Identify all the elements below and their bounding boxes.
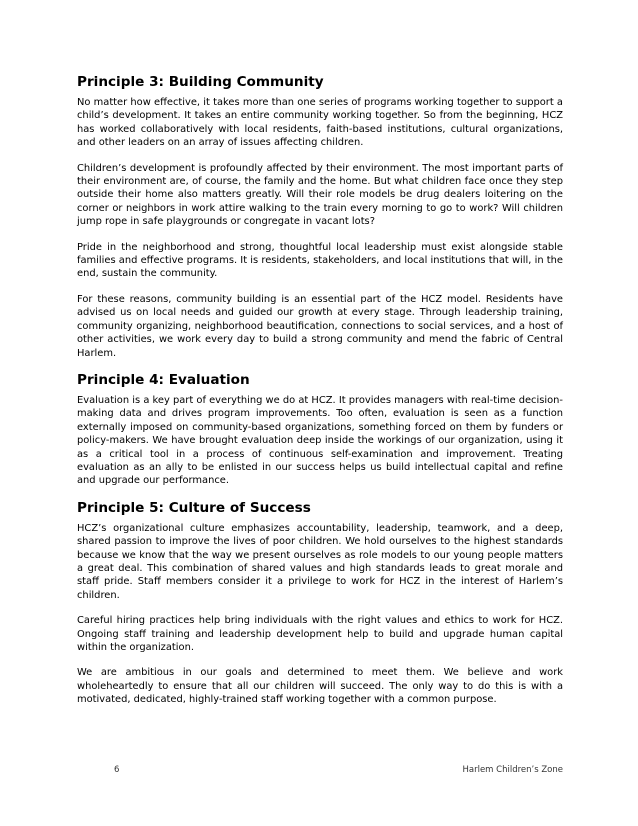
section-heading: Principle 4: Evaluation bbox=[77, 371, 250, 388]
paragraph: Careful hiring practices help bring individuals with the right values and ethics to work for HCZ. Ongoing staff training and leadership development help to build and upgrade human capital within the organization. bbox=[77, 615, 563, 653]
page-body bbox=[77, 74, 563, 713]
section-heading: Principle 5: Culture of Success bbox=[77, 499, 311, 516]
section-culture-of-success bbox=[77, 500, 563, 707]
paragraph: We are ambitious in our goals and determined to meet them. We believe and work wholeheartedly to ensure that all our children will succeed. The only way to do this is with a motivated, dedicated, highly-trained staff working together with a common purpose. bbox=[77, 667, 563, 706]
footer-organization: Harlem Children’s Zone bbox=[462, 765, 563, 775]
paragraph: For these reasons, community building is an essential part of the HCZ model. Residents have advised us on local needs and guided our growth at every stage. Through leadership training, community organizing, neighborhood beautification, connections to social services, and a host of other activities, we work every day to build a strong community and mend the fabric of Central Harlem. bbox=[77, 293, 563, 359]
paragraph: Evaluation is a key part of everything we do at HCZ. It provides managers with real-time decision-making data and drives program improvements. Too often, evaluation is seen as a function externally imposed on community-based organizations, something forced on them by funders or policy-makers. We have brought evaluation deep inside the workings of our organization, using it as a critical tool in a process of continuous self-examination and improvement. Treating evaluation as an ally to be enlisted in our success helps us build intellectual capital and refine and upgrade our performance. bbox=[77, 394, 563, 487]
section-building-community bbox=[77, 74, 563, 360]
paragraph: Pride in the neighborhood and strong, thoughtful local leadership must exist alongside stable families and effective programs. It is residents, stakeholders, and local institutions that will, in the end, sustain the community. bbox=[77, 241, 563, 280]
section-evaluation bbox=[77, 372, 563, 488]
page-footer bbox=[0, 765, 638, 779]
paragraph: HCZ’s organizational culture emphasizes accountability, leadership, teamwork, and a deep, shared passion to improve the lives of poor children. We hold ourselves to the highest standards because we know that the way we present ourselves as role models to our young people matters a great deal. This combination of shared values and high standards leads to great morale and staff pride. Staff members consider it a privilege to work for HCZ in the interest of Harlem’s children. bbox=[77, 522, 563, 601]
section-heading: Principle 3: Building Community bbox=[77, 74, 324, 90]
paragraph: Children’s development is profoundly affected by their environment. The most important parts of their environment are, of course, the family and the home. But what children face once they step outside their home also matters greatly. Will their role models be drug dealers loitering on the corner or neighbors in work attire walking to the train every morning to go to work? Will children jump rope in safe playgrounds or congregate in vacant lots? bbox=[77, 162, 563, 228]
page-number: 6 bbox=[114, 765, 120, 775]
paragraph: No matter how effective, it takes more than one series of programs working together to support a child’s development. It takes an entire community working together. So from the beginning, HCZ has worked collaboratively with local residents, faith-based institutions, cultural organizations, and other leaders on an array of issues affecting children. bbox=[77, 97, 563, 149]
